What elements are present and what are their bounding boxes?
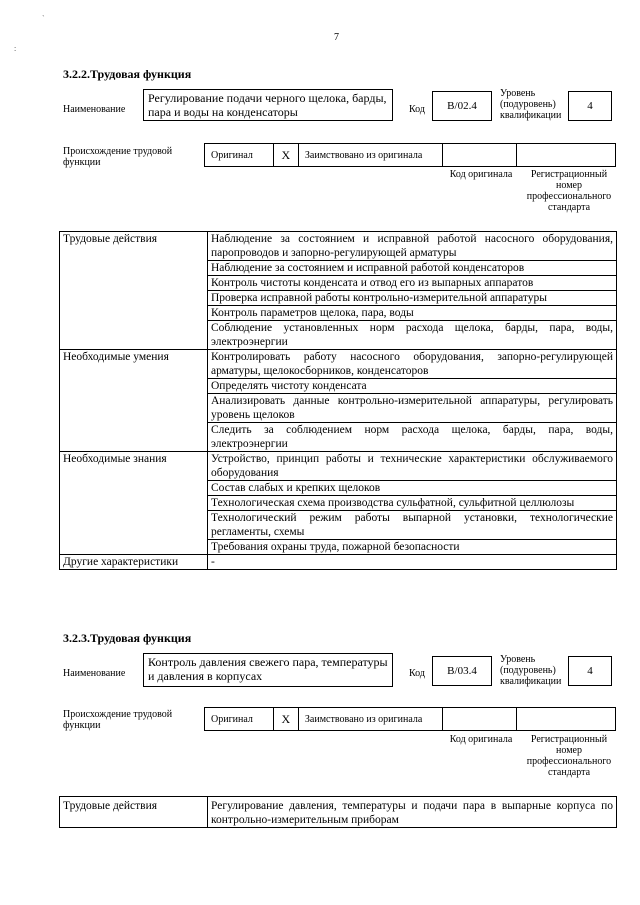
function-name-box: Контроль давления свежего пара, температуры и давления в корпусах <box>143 653 393 687</box>
table-cell: Устройство, принцип работы и технические характеристики обслуживаемого оборудования <box>208 452 617 481</box>
registration-number-caption: Регистрационный номер профессионального стандарта <box>526 169 612 213</box>
function-name-box: Регулирование подачи черного щелока, барды, пара и воды на конденсаторы <box>143 89 393 121</box>
origin-table <box>204 143 616 167</box>
qualification-level-label: Уровень (подуровень) квалификации <box>500 654 562 687</box>
original-label: Оригинал <box>205 708 274 731</box>
qualification-level-value: 4 <box>568 656 612 686</box>
code-value: B/02.4 <box>432 91 492 121</box>
table-cell: Проверка исправной работы контрольно-измерительной аппаратуры <box>208 291 617 306</box>
table-cell: Контролировать работу насосного оборудования, запорно-регулирующей арматуры, щелокосборников, конденсаторов <box>208 350 617 379</box>
original-label: Оригинал <box>205 144 274 167</box>
table-cell: Определять чистоту конденсата <box>208 379 617 394</box>
original-mark: X <box>273 708 298 731</box>
registration-number-cell <box>516 708 615 731</box>
table-cell: Анализировать данные контрольно-измерительной аппаратуры, регулировать уровень щелоков <box>208 394 617 423</box>
section-heading: 3.2.2.Трудовая функция <box>63 67 192 81</box>
category-label: Трудовые действия <box>60 797 208 828</box>
category-label: Необходимые умения <box>60 350 208 379</box>
function-details-table <box>59 796 617 828</box>
section-heading: 3.2.3.Трудовая функция <box>63 631 192 645</box>
original-mark: X <box>273 144 298 167</box>
code-label: Код <box>409 668 425 679</box>
scan-mark: : <box>14 44 17 53</box>
qualification-level-value: 4 <box>568 91 612 121</box>
borrowed-label: Заимствовано из оригинала <box>298 144 442 167</box>
original-code-cell <box>443 144 517 167</box>
category-label: Другие характеристики <box>60 555 208 570</box>
table-cell: Контроль параметров щелока, пара, воды <box>208 306 617 321</box>
page-number: 7 <box>334 32 339 43</box>
table-cell: Технологическая схема производства сульфатной, сульфитной целлюлозы <box>208 496 617 511</box>
origin-label: Происхождение трудовой функции <box>63 146 173 168</box>
original-code-caption: Код оригинала <box>449 734 513 745</box>
table-cell: Наблюдение за состоянием и исправной работой насосного оборудования, паропроводов и запорно-регулирующей арматуры <box>208 232 617 261</box>
scan-mark: ` <box>42 14 45 23</box>
table-cell: Наблюдение за состоянием и исправной работой конденсаторов <box>208 261 617 276</box>
table-cell: Технологический режим работы выпарной установки, технологические регламенты, схемы <box>208 511 617 540</box>
registration-number-caption: Регистрационный номер профессионального стандарта <box>526 734 612 778</box>
table-cell: Регулирование давления, температуры и подачи пара в выпарные корпуса по контрольно-измерительным приборам <box>208 797 617 828</box>
category-label: Трудовые действия <box>60 232 208 261</box>
registration-number-cell <box>516 144 615 167</box>
code-label: Код <box>409 104 425 115</box>
code-value: B/03.4 <box>432 656 492 686</box>
name-label: Наименование <box>63 668 126 679</box>
table-cell: Контроль чистоты конденсата и отвод его из выпарных аппаратов <box>208 276 617 291</box>
table-cell: - <box>208 555 617 570</box>
table-cell: Требования охраны труда, пожарной безопасности <box>208 540 617 555</box>
table-cell: Состав слабых и крепких щелоков <box>208 481 617 496</box>
borrowed-label: Заимствовано из оригинала <box>298 708 442 731</box>
origin-label: Происхождение трудовой функции <box>63 709 173 731</box>
original-code-caption: Код оригинала <box>449 169 513 180</box>
origin-table <box>204 707 616 731</box>
table-cell: Следить за соблюдением норм расхода щелока, барды, пара, воды, электроэнергии <box>208 423 617 452</box>
original-code-cell <box>443 708 517 731</box>
function-details-table <box>59 231 617 570</box>
category-label: Необходимые знания <box>60 452 208 481</box>
table-cell: Соблюдение установленных норм расхода щелока, барды, пара, воды, электроэнергии <box>208 321 617 350</box>
name-label: Наименование <box>63 104 126 115</box>
qualification-level-label: Уровень (подуровень) квалификации <box>500 88 562 121</box>
